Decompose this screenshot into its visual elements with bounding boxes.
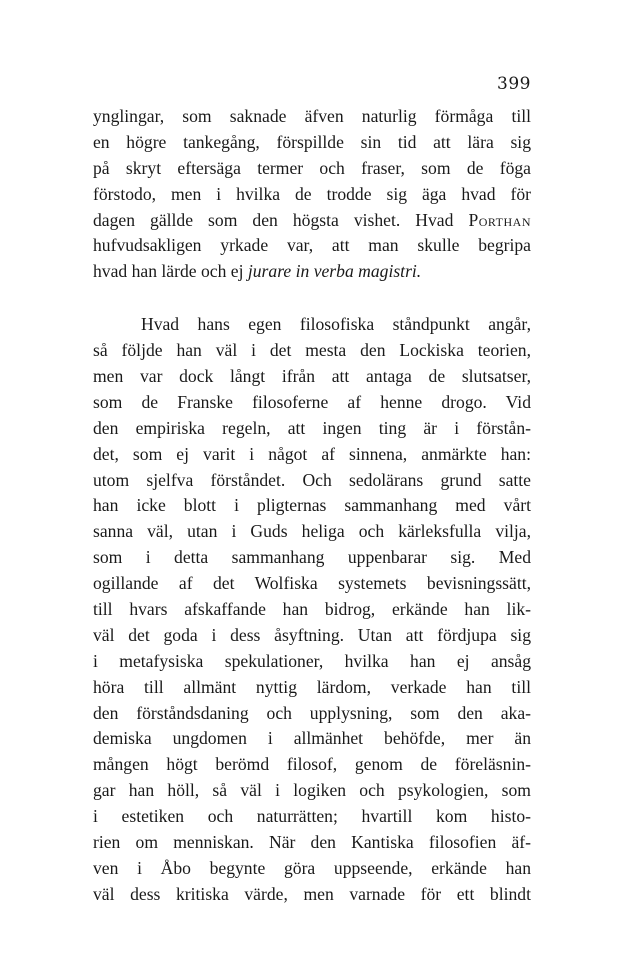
text-line: höra till allmänt nyttig lärdom, verkade han till: [93, 676, 531, 697]
text-line: den empiriska regeln, att ingen ting är i förstån-: [93, 417, 531, 438]
text-line: förstodo, men i hvilka de trodde sig äga hvad för: [93, 183, 531, 204]
body-text: [93, 104, 531, 908]
text-line: rien om menniskan. När den Kantiska filosofien äf-: [93, 832, 531, 853]
text-line: väl det goda i dess åsyftning. Utan att fördjupa sig: [93, 624, 531, 645]
page-number: 399: [497, 74, 531, 94]
paragraph-gap: [93, 285, 531, 312]
paragraph-2: [93, 312, 531, 907]
text-segment: hvad han lärde och ej: [93, 261, 244, 282]
text-line: [93, 208, 531, 234]
text-line: i metafysiska spekulationer, hvilka han ej ansåg: [93, 650, 531, 671]
text-line: Hvad hans egen filosofiska ståndpunkt angår,: [141, 314, 531, 335]
text-line: han icke blott i pligternas sammanhang med vårt: [93, 495, 531, 516]
paragraph-1: [93, 104, 531, 285]
text-line: ynglingar, som saknade äfven naturlig förmåga till: [93, 106, 531, 126]
text-line: den förståndsdaning och upplysning, som den aka-: [93, 702, 531, 723]
text-line: ven i Åbo begynte göra uppseende, erkände han: [93, 857, 531, 878]
text-line: det, som ej varit i något af sinnena, anmärkte han:: [93, 443, 531, 464]
text-line: i estetiken och naturrätten; hvartill kom histo-: [93, 806, 531, 827]
person-name: Porthan: [468, 209, 531, 230]
text-segment: dagen gällde som den högsta vishet. Hvad: [93, 209, 454, 230]
latin-quote: jurare in verba magistri.: [247, 261, 422, 282]
text-line: på skryt eftersäga termer och fraser, som de föga: [93, 157, 531, 178]
text-line: gar han höll, så väl i logiken och psykologien, som: [93, 780, 531, 801]
text-line: hufvudsakligen yrkade var, att man skulle begripa: [93, 235, 531, 256]
text-line: ogillande af det Wolfiska systemets bevisningssätt,: [93, 573, 531, 594]
text-line: men var dock långt ifrån att antaga de slutsatser,: [93, 366, 531, 387]
text-line: som de Franske filosoferne af henne drogo. Vid: [93, 391, 531, 412]
text-line: till hvars afskaffande han bidrog, erkände han lik-: [93, 599, 531, 620]
text-line: utom sjelfva förståndet. Och sedolärans grund satte: [93, 469, 531, 490]
text-line: som i detta sammanhang uppenbarar sig. Med: [93, 547, 531, 568]
text-line: väl dess kritiska värde, men varnade för ett blindt: [93, 883, 531, 904]
text-line: demiska ungdomen i allmänhet behöfde, mer än: [93, 728, 531, 749]
text-line: en högre tankegång, förspillde sin tid att lära sig: [93, 131, 531, 152]
text-line: så följde han väl i det mesta den Lockiska teorien,: [93, 340, 531, 361]
text-line: [93, 259, 531, 285]
text-line: sanna väl, utan i Guds heliga och kärleksfulla vilja,: [93, 521, 531, 542]
text-line: mången högt berömd filosof, genom de föreläsnin-: [93, 754, 531, 775]
